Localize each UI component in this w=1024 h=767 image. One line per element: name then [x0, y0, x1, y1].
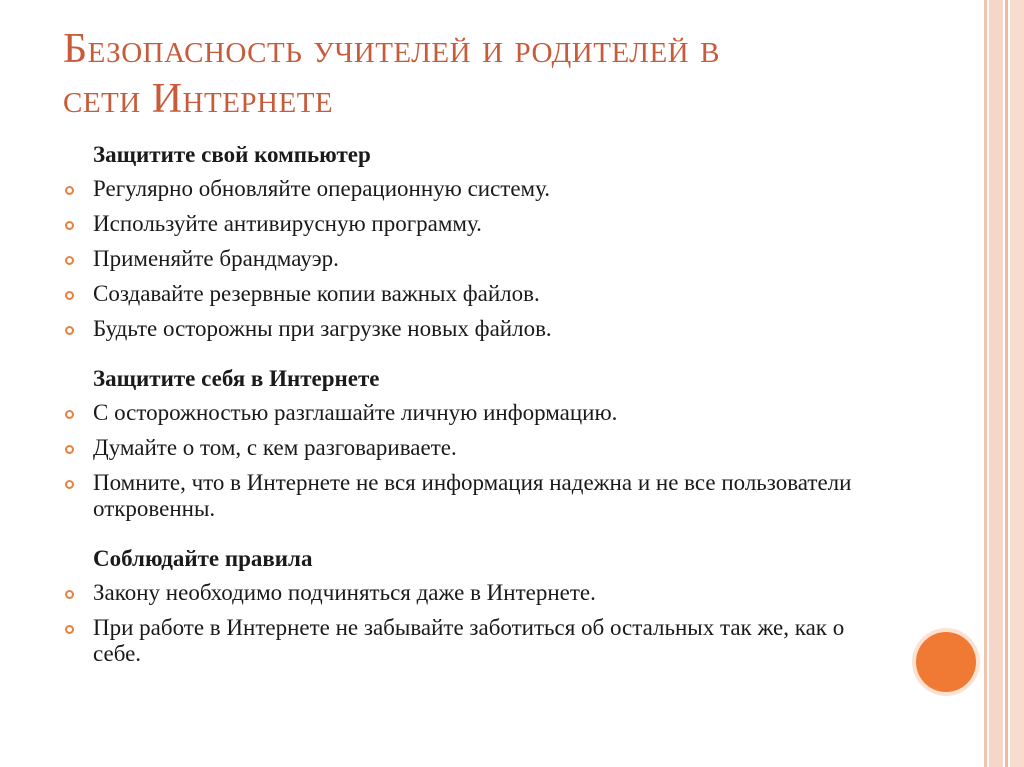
bullet-item: [63, 470, 883, 522]
bullet-list: [63, 176, 883, 342]
stripe: [1005, 0, 1008, 767]
bullet-text: При работе в Интернете не забывайте заботиться об остальных так же, как о себе.: [93, 615, 845, 666]
bullet-item: [63, 615, 883, 667]
bullet-text: Применяйте брандмауэр.: [93, 246, 339, 271]
bullet-text: Помните, что в Интернете не вся информация надежна и не все пользователи откровенны.: [93, 470, 852, 521]
section-protect-computer: [63, 140, 883, 342]
stripe: [984, 0, 987, 767]
ring-bullet-icon: [65, 256, 74, 265]
ring-bullet-icon: [65, 326, 74, 335]
ring-bullet-icon: [65, 625, 74, 634]
bullet-text: Создавайте резервные копии важных файлов.: [93, 281, 540, 306]
ring-bullet-icon: [65, 480, 74, 489]
bullet-item: [63, 176, 883, 202]
ring-bullet-icon: [65, 221, 74, 230]
bullet-item: [63, 435, 883, 461]
ring-bullet-icon: [65, 410, 74, 419]
ring-bullet-icon: [65, 590, 74, 599]
section-follow-rules: [63, 544, 883, 667]
bullet-item: [63, 246, 883, 272]
ring-bullet-icon: [65, 291, 74, 300]
stripe: [1010, 0, 1024, 767]
bullet-text: Регулярно обновляйте операционную систему.: [93, 176, 551, 201]
ring-bullet-icon: [65, 186, 74, 195]
bullet-text: Используйте антивирусную программу.: [93, 211, 482, 236]
bullet-list: [63, 400, 883, 522]
bullet-text: Думайте о том, с кем разговариваете.: [93, 435, 457, 460]
decorative-stripe-band: [984, 0, 1024, 767]
section-heading: Соблюдайте правила: [93, 546, 313, 571]
slide-title: [63, 24, 943, 124]
stripe: [989, 0, 1003, 767]
bullet-list: [63, 580, 883, 667]
bullet-text: С осторожностью разглашайте личную информацию.: [93, 400, 618, 425]
bullet-item: [63, 400, 883, 426]
slide-title-line-1: Безопасность учителей и родителей в: [63, 26, 720, 72]
bullet-item: [63, 316, 883, 342]
orange-circle-accent: [916, 632, 976, 692]
slide-title-line-2: сети Интернете: [63, 76, 334, 122]
section-heading: Защитите свой компьютер: [93, 142, 371, 167]
bullet-text: Будьте осторожны при загрузке новых файлов.: [93, 316, 552, 341]
section-protect-self: [63, 364, 883, 522]
bullet-item: [63, 580, 883, 606]
bullet-item: [63, 281, 883, 307]
bullet-item: [63, 211, 883, 237]
bullet-text: Закону необходимо подчиняться даже в Интернете.: [93, 580, 596, 605]
ring-bullet-icon: [65, 445, 74, 454]
section-heading: Защитите себя в Интернете: [93, 366, 380, 391]
slide-content: [63, 140, 883, 689]
